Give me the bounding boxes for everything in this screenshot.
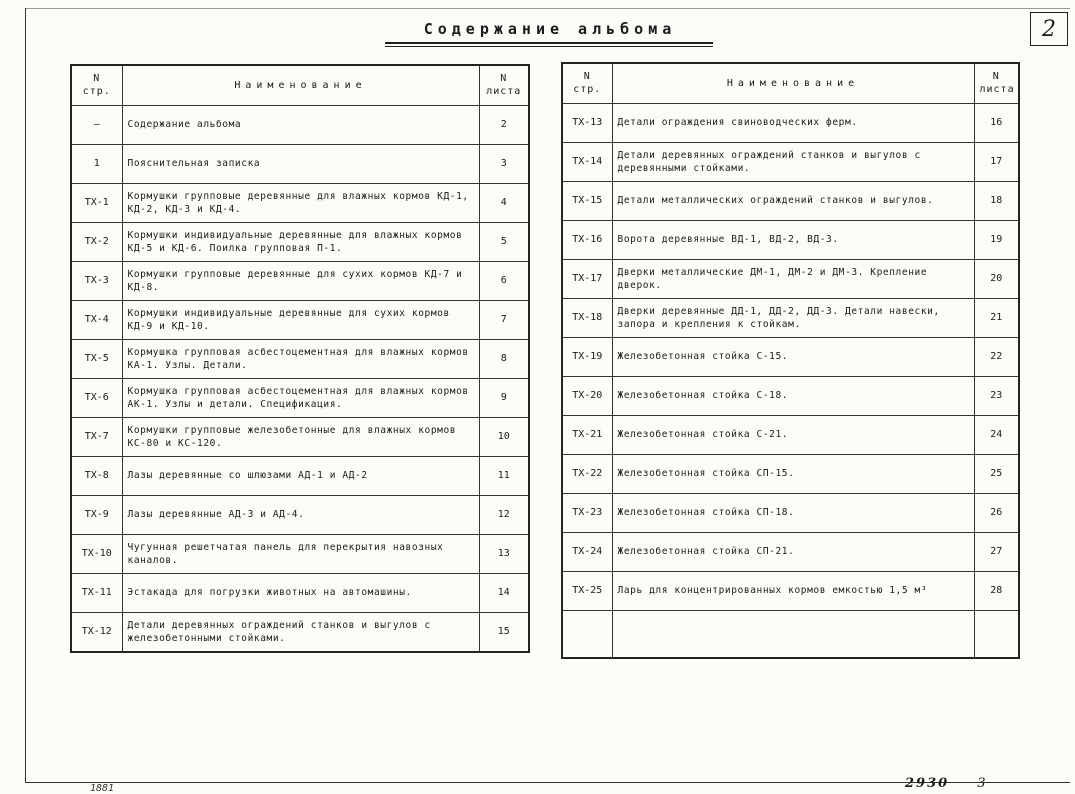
table-row xyxy=(71,144,529,183)
row-sheet-number: 21 xyxy=(974,298,1019,337)
table-row xyxy=(562,415,1019,454)
row-name: Железобетонная стойка СП-18. xyxy=(612,493,974,532)
row-name: Лазы деревянные со шлюзами АД-1 и АД-2 xyxy=(122,456,479,495)
row-sheet-number: 17 xyxy=(974,142,1019,181)
row-name: Чугунная решетчатая панель для перекрытия навозных каналов. xyxy=(122,534,479,573)
row-code: ТХ-25 xyxy=(562,571,612,610)
table-row xyxy=(562,220,1019,259)
row-name: Ворота деревянные ВД-1, ВД-2, ВД-3. xyxy=(612,220,974,259)
row-code: ТХ-20 xyxy=(562,376,612,415)
stamp-sheet: 3 xyxy=(977,776,988,791)
row-sheet-number: 28 xyxy=(974,571,1019,610)
row-code: ТХ-5 xyxy=(71,339,122,378)
header-page-number: N стр. xyxy=(71,65,122,105)
table-row xyxy=(71,339,529,378)
right-table-body xyxy=(562,103,1019,658)
title-underline xyxy=(385,42,713,44)
table-row xyxy=(562,142,1019,181)
row-name: Пояснительная записка xyxy=(122,144,479,183)
table-row xyxy=(71,495,529,534)
row-name: Кормушка групповая асбестоцементная для влажных кормов АК-1. Узлы и детали. Спецификация. xyxy=(122,378,479,417)
row-sheet-number: 9 xyxy=(479,378,529,417)
row-name: Кормушки групповые деревянные для влажных кормов КД-1, КД-2, КД-3 и КД-4. xyxy=(122,183,479,222)
row-name: Кормушки групповые железобетонные для влажных кормов КС-80 и КС-120. xyxy=(122,417,479,456)
table-header-row xyxy=(71,65,529,105)
table-row xyxy=(562,337,1019,376)
page-title: Содержание альбома xyxy=(423,20,677,38)
row-code: ТХ-8 xyxy=(71,456,122,495)
row-sheet-number: 11 xyxy=(479,456,529,495)
row-code: ТХ-14 xyxy=(562,142,612,181)
table-row xyxy=(562,298,1019,337)
row-name: Кормушка групповая асбестоцементная для влажных кормов КА-1. Узлы. Детали. xyxy=(122,339,479,378)
stamp-right xyxy=(905,776,987,791)
table-row xyxy=(562,532,1019,571)
row-code xyxy=(562,610,612,658)
row-sheet-number: 3 xyxy=(479,144,529,183)
row-sheet-number: 22 xyxy=(974,337,1019,376)
row-code: ТХ-17 xyxy=(562,259,612,298)
row-sheet-number: 24 xyxy=(974,415,1019,454)
row-code: ТХ-13 xyxy=(562,103,612,142)
contents-table-right xyxy=(561,62,1020,659)
table-row xyxy=(71,222,529,261)
row-code: ТХ-3 xyxy=(71,261,122,300)
header-name: Наименование xyxy=(612,63,974,103)
table-row xyxy=(71,456,529,495)
row-code: — xyxy=(71,105,122,144)
row-sheet-number: 10 xyxy=(479,417,529,456)
table-row xyxy=(562,181,1019,220)
row-name: Дверки металлические ДМ-1, ДМ-2 и ДМ-3. Крепление дверок. xyxy=(612,259,974,298)
row-code: ТХ-11 xyxy=(71,573,122,612)
row-name: Эстакада для погрузки животных на автомашины. xyxy=(122,573,479,612)
table-header-row xyxy=(562,63,1019,103)
header-sheet-number: N листа xyxy=(974,63,1019,103)
row-name xyxy=(612,610,974,658)
row-code: ТХ-15 xyxy=(562,181,612,220)
row-sheet-number: 12 xyxy=(479,495,529,534)
row-code: ТХ-18 xyxy=(562,298,612,337)
row-code: ТХ-10 xyxy=(71,534,122,573)
table-row xyxy=(71,378,529,417)
row-code: ТХ-1 xyxy=(71,183,122,222)
row-sheet-number: 23 xyxy=(974,376,1019,415)
table-row xyxy=(562,454,1019,493)
row-code: ТХ-6 xyxy=(71,378,122,417)
table-row xyxy=(71,612,529,652)
row-sheet-number: 7 xyxy=(479,300,529,339)
row-name: Дверки деревянные ДД-1, ДД-2, ДД-3. Детали навески, запора и крепления к стойкам. xyxy=(612,298,974,337)
frame-left-line xyxy=(25,8,26,783)
row-sheet-number xyxy=(974,610,1019,658)
header-sheet-number: N листа xyxy=(479,65,529,105)
row-code: ТХ-12 xyxy=(71,612,122,652)
table-row xyxy=(71,105,529,144)
row-code: ТХ-16 xyxy=(562,220,612,259)
table-row xyxy=(562,493,1019,532)
row-code: 1 xyxy=(71,144,122,183)
header-name: Наименование xyxy=(122,65,479,105)
row-name: Железобетонная стойка С-18. xyxy=(612,376,974,415)
table-row xyxy=(71,183,529,222)
left-table-body xyxy=(71,105,529,652)
row-name: Железобетонная стойка С-15. xyxy=(612,337,974,376)
title-underline-second xyxy=(385,46,713,47)
table-row xyxy=(562,376,1019,415)
row-sheet-number: 8 xyxy=(479,339,529,378)
row-sheet-number: 4 xyxy=(479,183,529,222)
table-row xyxy=(562,103,1019,142)
stamp-left-number: 1881 xyxy=(90,783,115,794)
row-name: Ларь для концентрированных кормов емкостью 1,5 м³ xyxy=(612,571,974,610)
row-sheet-number: 18 xyxy=(974,181,1019,220)
row-name: Детали ограждения свиноводческих ферм. xyxy=(612,103,974,142)
row-sheet-number: 5 xyxy=(479,222,529,261)
table-row xyxy=(71,534,529,573)
table-row xyxy=(71,300,529,339)
row-name: Содержание альбома xyxy=(122,105,479,144)
row-sheet-number: 6 xyxy=(479,261,529,300)
row-name: Детали деревянных ограждений станков и выгулов с железобетонными стойками. xyxy=(122,612,479,652)
row-sheet-number: 20 xyxy=(974,259,1019,298)
sheet-number-box: 2 xyxy=(1030,12,1068,46)
row-code: ТХ-4 xyxy=(71,300,122,339)
table-row xyxy=(562,571,1019,610)
table-row xyxy=(562,610,1019,658)
row-name: Лазы деревянные АД-3 и АД-4. xyxy=(122,495,479,534)
row-name: Кормушки групповые деревянные для сухих кормов КД-7 и КД-8. xyxy=(122,261,479,300)
contents-table-left xyxy=(70,64,530,653)
row-sheet-number: 2 xyxy=(479,105,529,144)
header-page-number: N стр. xyxy=(562,63,612,103)
row-sheet-number: 13 xyxy=(479,534,529,573)
row-code: ТХ-22 xyxy=(562,454,612,493)
row-sheet-number: 26 xyxy=(974,493,1019,532)
row-sheet-number: 15 xyxy=(479,612,529,652)
row-name: Железобетонная стойка СП-15. xyxy=(612,454,974,493)
row-code: ТХ-24 xyxy=(562,532,612,571)
table-row xyxy=(71,261,529,300)
row-name: Кормушки индивидуальные деревянные для влажных кормов КД-5 и КД-6. Поилка групповая П-1. xyxy=(122,222,479,261)
row-sheet-number: 19 xyxy=(974,220,1019,259)
table-row xyxy=(71,573,529,612)
row-code: ТХ-9 xyxy=(71,495,122,534)
row-name: Кормушки индивидуальные деревянные для сухих кормов КД-9 и КД-10. xyxy=(122,300,479,339)
row-code: ТХ-2 xyxy=(71,222,122,261)
row-name: Детали деревянных ограждений станков и выгулов с деревянными стойками. xyxy=(612,142,974,181)
table-row xyxy=(562,259,1019,298)
table-row xyxy=(71,417,529,456)
row-code: ТХ-21 xyxy=(562,415,612,454)
row-code: ТХ-19 xyxy=(562,337,612,376)
row-sheet-number: 14 xyxy=(479,573,529,612)
row-code: ТХ-7 xyxy=(71,417,122,456)
row-sheet-number: 16 xyxy=(974,103,1019,142)
row-sheet-number: 27 xyxy=(974,532,1019,571)
row-name: Железобетонная стойка С-21. xyxy=(612,415,974,454)
stamp-code: 2930 xyxy=(905,776,950,791)
row-code: ТХ-23 xyxy=(562,493,612,532)
row-name: Детали металлических ограждений станков и выгулов. xyxy=(612,181,974,220)
row-sheet-number: 25 xyxy=(974,454,1019,493)
row-name: Железобетонная стойка СП-21. xyxy=(612,532,974,571)
frame-top-line xyxy=(25,8,1070,9)
